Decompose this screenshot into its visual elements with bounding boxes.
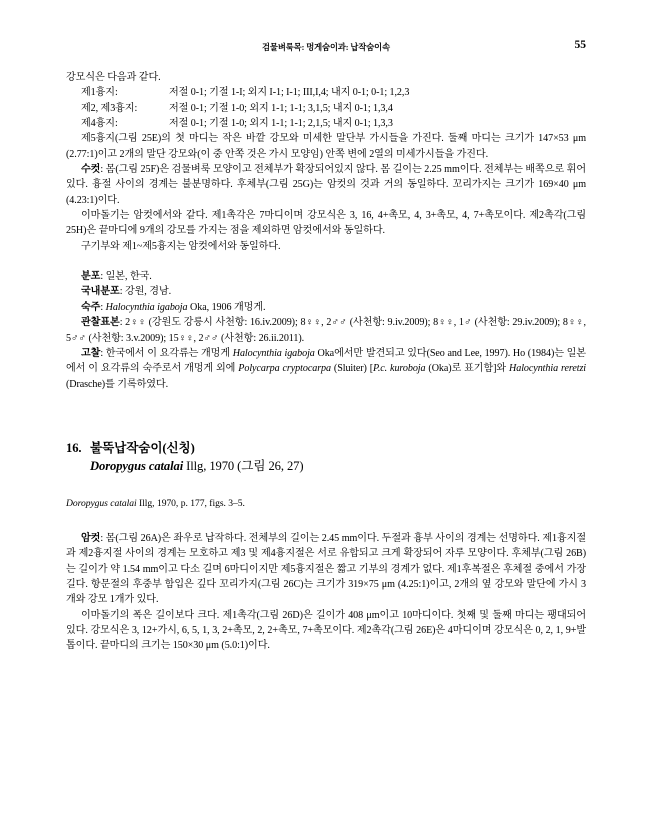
male-label: 수컷: [81, 164, 101, 176]
female-text-1: : 몸(그림 26A)은 좌우로 납작하다. 전체부의 길이는 2.45 mm이다. 두절과 흉부 사이의 경계는 선명하다. 제1흉지절과 제2흉지절 사이의 경계는 모호하고 제3 및 제4흉지절은 서로 유합되고 크게 확장되어 자루 모양이다. 후체부(그림 26B)는 길이가 약 1.54 mm이고 다소 길며 6마디이지만 제5흉지절은 짧고 기부의 경계가 없다. 제1후복절은 후체절 중에서 가장 길다. 항문절의 후중부 함입은 깊다 꼬리가지(그림 26C)는 크기가 319×75 μm (4.25:1)이고, 2개의 옆 강모와 말단에 가시 3개와 강모 1개가 있다.: [66, 532, 586, 606]
domestic-distribution-label: 국내분포: [81, 286, 120, 298]
paragraph-male-1: [66, 162, 586, 208]
paragraph-material-examined: [66, 315, 586, 346]
host-value-pre: :: [100, 301, 106, 313]
paragraph-distribution: [66, 269, 586, 284]
formula-row: [66, 101, 586, 116]
formula-value: 저절 0-1; 기절 1-0; 외지 1-1; 1-1; 2,1,5; 내지 0-1; 1,3,3: [169, 118, 393, 130]
species-binomial: Doropygus catalai: [90, 458, 184, 473]
remarks-seg-1: : 한국에서 이 요각류는 개멍게: [100, 347, 233, 359]
remarks-seg-3: (Sluiter) [: [331, 363, 374, 375]
running-head: [66, 39, 586, 56]
formula-row: [66, 116, 586, 131]
paragraph-leg5: 제5흉지(그림 25E)의 첫 마디는 작은 바깥 강모와 미세한 말단부 가시들을 가진다. 둘째 마디는 크기가 147×53 μm (2.77:1)이고 2개의 말단 강모와(이 중 안쪽 것은 가시 모양임) 안쪽 변에 2열의 미세가시들을 가진다.: [66, 133, 586, 160]
host-value-post: Oka, 1906 개멍게.: [187, 301, 266, 313]
formula-intro: 강모식은 다음과 같다.: [66, 72, 161, 83]
material-examined-value: : 2♀♀ (강원도 강릉시 사천항: 16.iv.2009); 8♀♀, 2♂♂ (사천항: 9.iv.2009); 8♀♀, 1♂ (사천항: 29.iv.2009); 8♀♀, 5♂♂ (사천항: 3.v.2009); 15♀♀, 2♂♂ (사천항: 26.ii.2011).: [66, 317, 586, 344]
remarks-seg-2: Oka에서만 발견되고 있다(Seo and Lee, 1997). Ho (1984)는 일본에서 이 요각류의 숙주로서 개멍게 외에: [66, 347, 586, 375]
paragraph-female-1: [66, 531, 586, 608]
formula-label: 제2, 제3흉지:: [81, 102, 138, 114]
paragraph-female-2: 이마돌기의 폭은 길이보다 크다. 제1촉각(그림 26D)은 길이가 408 μm이고 10마디이다. 첫째 및 둘째 마디는 팽대되어 있다. 강모식은 3, 12+가시, 6, 5, 1, 3, 2+촉모, 2, 2+촉모, 7+촉모이다. 제2촉각(그림 26E)은 4마디이며 강모식은 0, 2, 1, 9+발톱이다. 끝마디의 크기는 150×30 μm (5.0:1)이다.: [66, 609, 586, 652]
remarks-species-1: Halocynthia igaboja: [232, 347, 315, 359]
remarks-species-2: Polycarpa cryptocarpa: [238, 363, 331, 375]
synonymy-species: Doropygus catalai: [66, 497, 137, 509]
setal-formula-block: [66, 85, 586, 131]
paragraph-male-3: 구기부와 제1~제5흉지는 암컷에서와 동일하다.: [81, 240, 281, 252]
remarks-species-3: P.c. kuroboja: [373, 363, 426, 375]
remarks-species-4: Halocynthia reretzi: [509, 363, 587, 375]
distribution-value: : 일본, 한국.: [100, 271, 152, 283]
formula-label: 제4흉지:: [81, 118, 118, 130]
remarks-seg-4: (Oka)로 표기함]와: [425, 363, 510, 375]
formula-row: [66, 85, 586, 100]
remarks-seg-5: (Drasche)를 기록하였다.: [66, 378, 169, 390]
formula-label: 제1흉지:: [81, 87, 118, 99]
formula-value: 저절 0-1; 기절 1-I; 외지 I-1; I-1; III,I,4; 내지 0-1; 0-1; 1,2,3: [169, 87, 410, 99]
female-label: 암컷: [81, 532, 101, 544]
remarks-label: 고찰: [81, 347, 101, 359]
formula-value: 저절 0-1; 기절 1-0; 외지 1-1; 1-1; 3,1,5; 내지 0-1; 1,3,4: [169, 102, 393, 114]
synonymy-line: [66, 497, 586, 511]
species-number: 16.: [66, 440, 82, 455]
synonymy-reference: Illg, 1970, p. 177, figs. 3–5.: [136, 497, 245, 509]
species-heading: [66, 439, 586, 475]
paragraph-male-2: 이마돌기는 암컷에서와 같다. 제1촉각은 7마디이며 강모식은 3, 16, 4+촉모, 4, 3+촉모, 4, 7+촉모이다. 제2촉각(그림 25H)은 끝마디에 9개의 강모를 가지는 점을 제외하면 암컷에서와 동일하다.: [66, 210, 586, 237]
host-label: 숙주: [81, 301, 101, 313]
text-column: [66, 70, 586, 654]
male-text-1: : 몸(그림 25F)은 검물벼룩 모양이고 전체부가 확장되어있지 않다. 몸 길이는 2.25 mm이다. 전체부는 배쪽으로 휘어있다. 흉절 사이의 경계는 불분명하다. 후체부(그림 25G)는 암컷의 것과 거의 동일하다. 꼬리가지는 크기가 169×40 μm (4.23:1)이다.: [66, 164, 586, 206]
running-head-title: 검물벼룩목: 멍게숨이과: 납작숨이속: [262, 43, 390, 52]
distribution-label: 분포: [81, 271, 101, 283]
domestic-distribution-value: : 강원, 경남.: [119, 286, 172, 298]
host-species-name: Halocynthia igaboja: [105, 301, 188, 313]
species-korean-name: 불뚝납작숨이(신칭): [90, 440, 195, 455]
material-examined-label: 관찰표본: [81, 317, 120, 329]
paragraph-domestic-distribution: [66, 284, 586, 299]
species-heading-scientific: [66, 457, 586, 475]
paragraph-remarks: [66, 346, 586, 392]
species-heading-korean: [66, 439, 586, 457]
page-number: 55: [574, 39, 586, 51]
paragraph-host: [66, 300, 586, 315]
species-authority: Illg, 1970 (그림 26, 27): [183, 458, 304, 473]
